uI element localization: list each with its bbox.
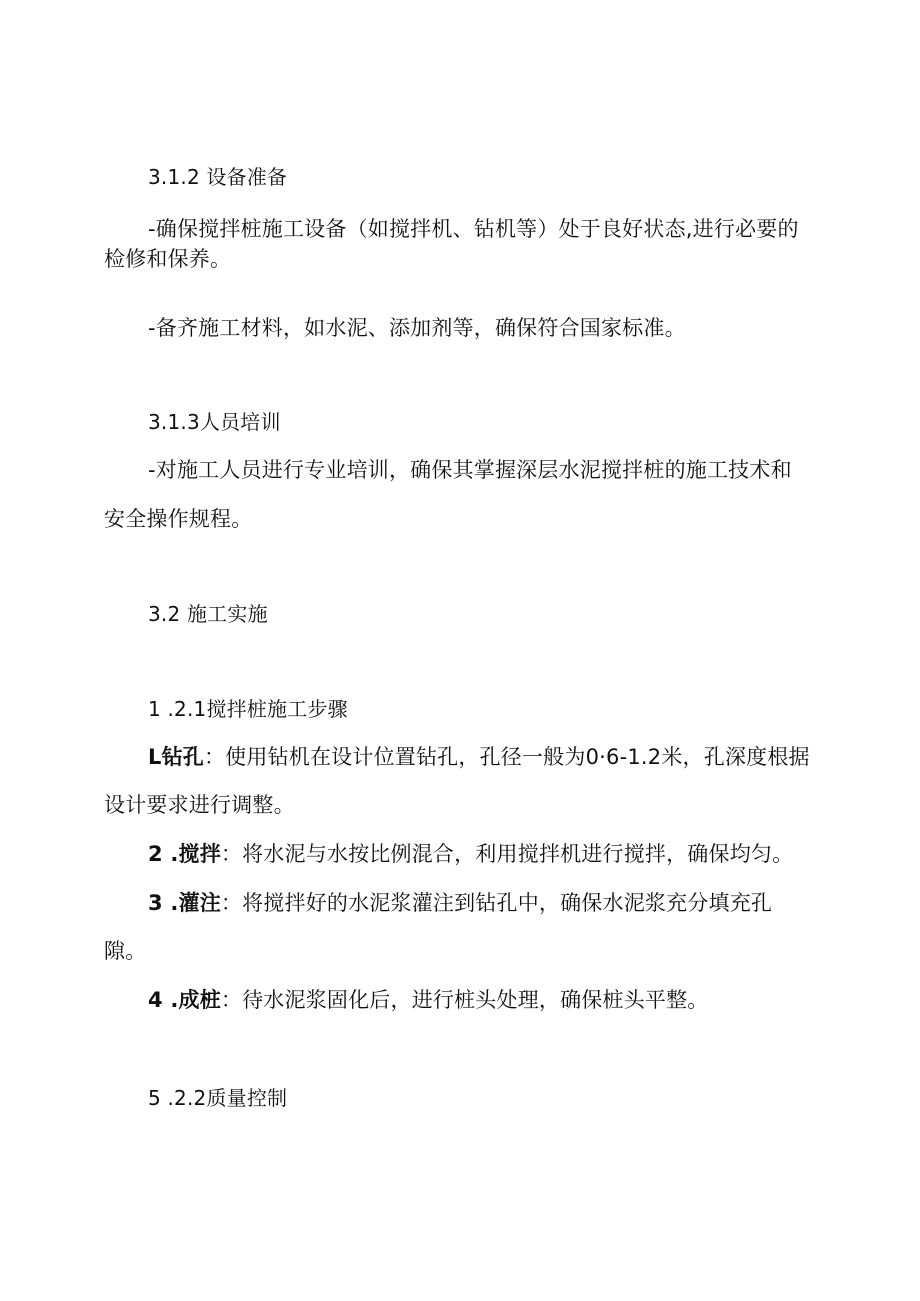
step-2-label: 2 .搅拌: [148, 842, 221, 866]
step-3-line-2: 隙。: [104, 939, 147, 963]
section-heading-personnel-training: 3.1.3人员培训: [148, 410, 281, 434]
section-heading-quality-control: 5 .2.2质量控制: [148, 1086, 288, 1110]
step-2-line: [148, 839, 793, 869]
equipment-paragraph-line-2: 检修和保养。: [104, 247, 232, 271]
section-heading-equipment-preparation: 3.1.2 设备准备: [148, 165, 288, 189]
step-3-text: ：将搅拌好的水泥浆灌注到钻孔中，确保水泥浆充分填充孔: [220, 891, 773, 915]
step-4-text: ：待水泥浆固化后，进行桩头处理，确保桩头平整。: [220, 988, 709, 1012]
section-heading-mixing-pile-steps: 1 .2.1搅拌桩施工步骤: [148, 697, 348, 721]
step-1-line-2: 设计要求进行调整。: [104, 793, 295, 817]
step-2-text: ：将水泥与水按比例混合，利用搅拌机进行搅拌，确保均匀。: [220, 842, 794, 866]
step-3-label: 3 .灌注: [148, 891, 221, 915]
step-1-text: ：使用钻机在设计位置钻孔，孔径一般为0·6-1.2米，孔深度根据: [203, 745, 810, 769]
equipment-paragraph-line-1: -确保搅拌桩施工设备（如搅拌机、钻机等）处于良好状态,进行必要的: [148, 217, 799, 241]
training-paragraph-line-2: 安全操作规程。: [104, 507, 253, 531]
step-4-line: [148, 985, 709, 1015]
section-heading-construction-implementation: 3.2 施工实施: [148, 602, 268, 626]
training-paragraph-line-1: -对施工人员进行专业培训，确保其掌握深层水泥搅拌桩的施工技术和: [148, 458, 792, 482]
step-1-line-1: [148, 742, 810, 772]
step-3-line-1: [148, 888, 772, 918]
step-1-label: L钻孔: [148, 745, 204, 769]
step-4-label: 4 .成桩: [148, 988, 221, 1012]
materials-paragraph: -备齐施工材料，如水泥、添加剂等，确保符合国家标准。: [148, 316, 686, 340]
